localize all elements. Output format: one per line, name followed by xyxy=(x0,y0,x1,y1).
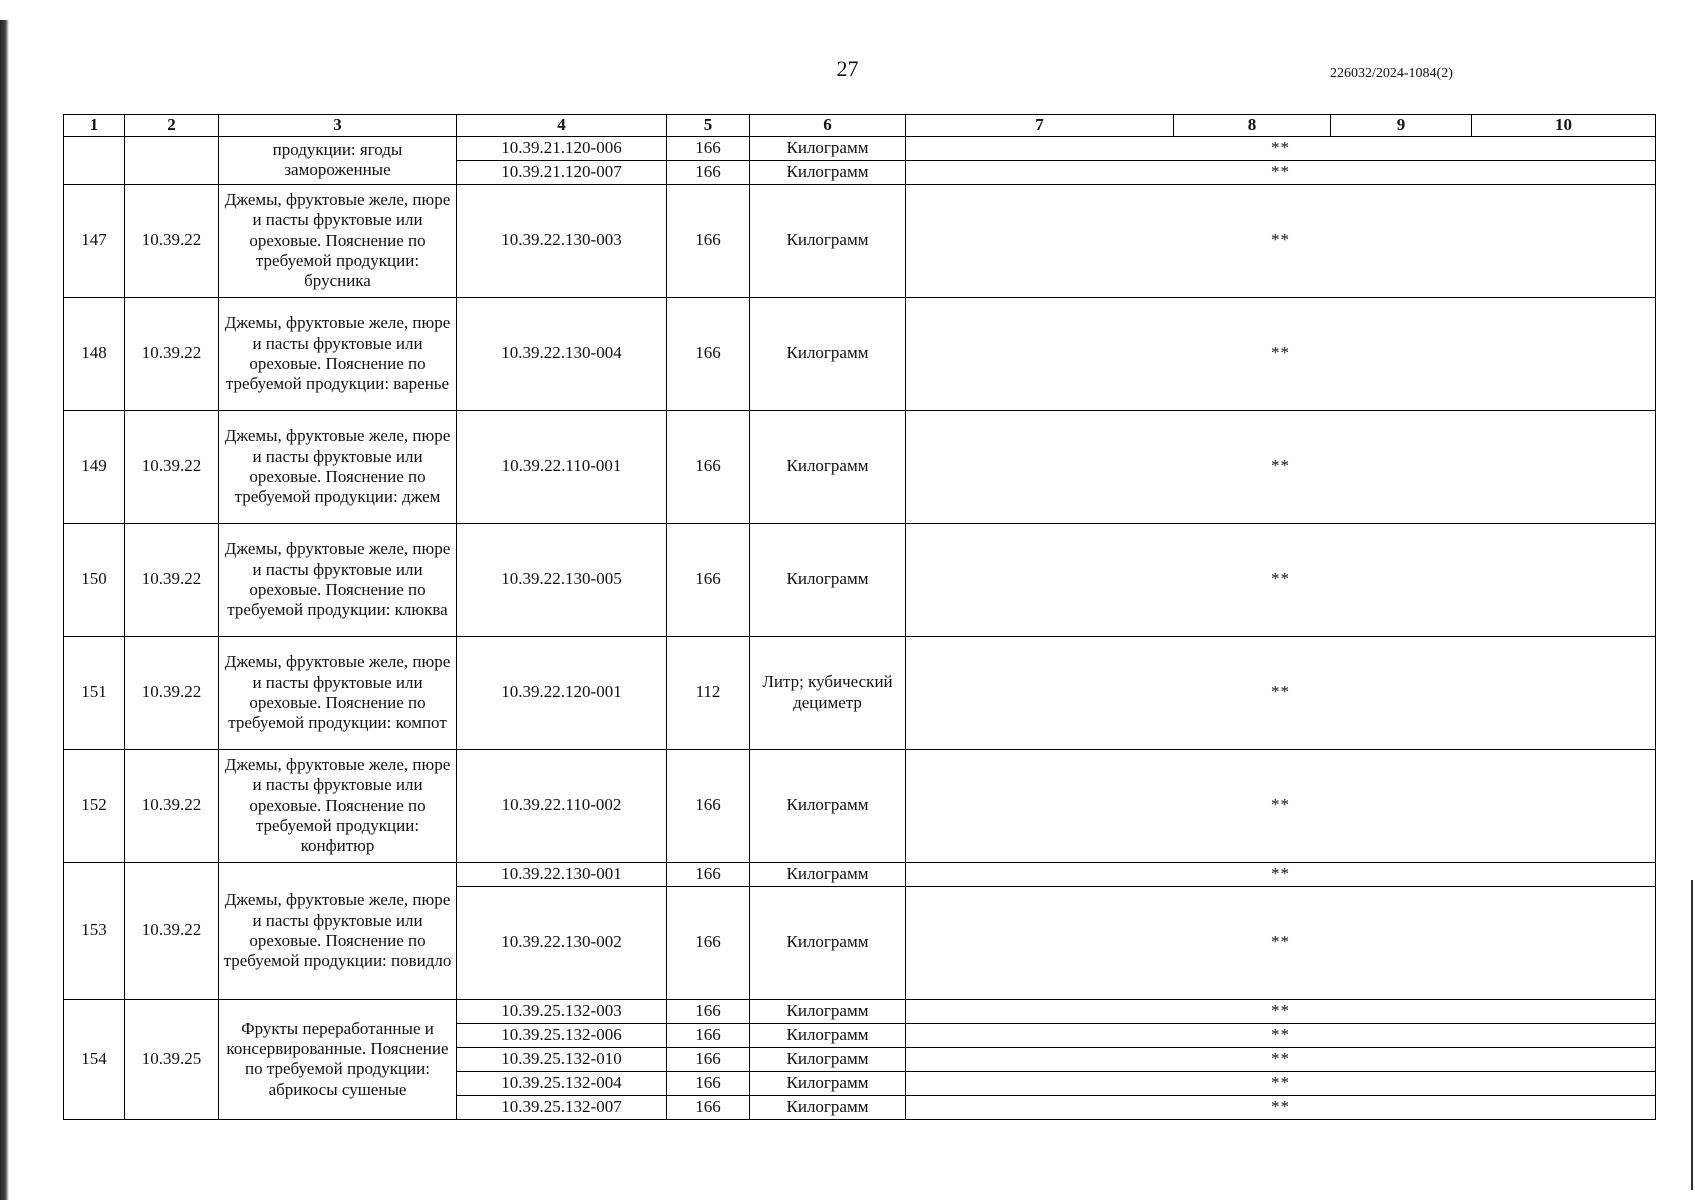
row-number-cell: 152 xyxy=(64,749,125,862)
okpd-code-cell: 10.39.22 xyxy=(125,184,219,297)
okei-code-cell: 166 xyxy=(667,1071,750,1095)
table-body xyxy=(64,136,1656,1119)
document-number: 226032/2024-1084(2) xyxy=(1330,66,1453,81)
row-number-cell: 151 xyxy=(64,636,125,749)
row-number-cell: 149 xyxy=(64,410,125,523)
unit-cell: Литр; кубический дециметр xyxy=(750,636,906,749)
ktru-code-cell: 10.39.25.132-003 xyxy=(457,999,667,1023)
ktru-code-cell: 10.39.22.120-001 xyxy=(457,636,667,749)
okei-code-cell: 166 xyxy=(667,297,750,410)
ktru-code-cell: 10.39.22.130-005 xyxy=(457,523,667,636)
okei-code-cell: 166 xyxy=(667,523,750,636)
ktru-code-cell: 10.39.21.120-006 xyxy=(457,136,667,160)
table-row xyxy=(64,297,1656,410)
ktru-code-cell: 10.39.22.130-003 xyxy=(457,184,667,297)
merged-mark-cell: ** xyxy=(906,862,1656,886)
product-name-cell: продукции: ягоды замороженные xyxy=(219,136,457,184)
row-number-cell: 147 xyxy=(64,184,125,297)
table-row xyxy=(64,184,1656,297)
merged-mark-cell: ** xyxy=(906,636,1656,749)
unit-cell: Килограмм xyxy=(750,886,906,999)
okpd-code-cell: 10.39.25 xyxy=(125,999,219,1119)
ktru-code-cell: 10.39.25.132-006 xyxy=(457,1023,667,1047)
table-row xyxy=(64,636,1656,749)
unit-cell: Килограмм xyxy=(750,1095,906,1119)
row-number-cell: 150 xyxy=(64,523,125,636)
table-row xyxy=(64,999,1656,1023)
okei-code-cell: 166 xyxy=(667,999,750,1023)
ktru-code-cell: 10.39.22.130-004 xyxy=(457,297,667,410)
ktru-code-cell: 10.39.25.132-010 xyxy=(457,1047,667,1071)
merged-mark-cell: ** xyxy=(906,184,1656,297)
okei-code-cell: 166 xyxy=(667,184,750,297)
merged-mark-cell: ** xyxy=(906,999,1656,1023)
okei-code-cell: 166 xyxy=(667,136,750,160)
okei-code-cell: 166 xyxy=(667,862,750,886)
merged-mark-cell: ** xyxy=(906,1047,1656,1071)
okpd-code-cell: 10.39.22 xyxy=(125,862,219,999)
product-name-cell: Джемы, фруктовые желе, пюре и пасты фруктовые или ореховые. Пояснение по требуемой продукции: повидло xyxy=(219,862,457,999)
column-header: 3 xyxy=(219,115,457,137)
product-name-cell: Джемы, фруктовые желе, пюре и пасты фруктовые или ореховые. Пояснение по требуемой продукции: варенье xyxy=(219,297,457,410)
okpd-code-cell: 10.39.22 xyxy=(125,749,219,862)
column-header: 6 xyxy=(750,115,906,137)
okei-code-cell: 166 xyxy=(667,886,750,999)
unit-cell: Килограмм xyxy=(750,184,906,297)
okpd-code-cell xyxy=(125,136,219,184)
merged-mark-cell: ** xyxy=(906,1071,1656,1095)
product-name-cell: Джемы, фруктовые желе, пюре и пасты фруктовые или ореховые. Пояснение по требуемой продукции: конфитюр xyxy=(219,749,457,862)
merged-mark-cell: ** xyxy=(906,160,1656,184)
column-header: 8 xyxy=(1174,115,1331,137)
product-name-cell: Джемы, фруктовые желе, пюре и пасты фруктовые или ореховые. Пояснение по требуемой продукции: клюква xyxy=(219,523,457,636)
table-row xyxy=(64,523,1656,636)
merged-mark-cell: ** xyxy=(906,523,1656,636)
ktru-code-cell: 10.39.22.110-002 xyxy=(457,749,667,862)
unit-cell: Килограмм xyxy=(750,999,906,1023)
product-name-cell: Джемы, фруктовые желе, пюре и пасты фруктовые или ореховые. Пояснение по требуемой продукции: компот xyxy=(219,636,457,749)
unit-cell: Килограмм xyxy=(750,523,906,636)
goods-table xyxy=(63,114,1656,1120)
page-number: 27 xyxy=(836,56,859,81)
scan-edge-line xyxy=(1691,880,1693,1190)
column-header: 7 xyxy=(906,115,1174,137)
table-header-row xyxy=(64,115,1656,137)
merged-mark-cell: ** xyxy=(906,136,1656,160)
unit-cell: Килограмм xyxy=(750,749,906,862)
column-header: 2 xyxy=(125,115,219,137)
okei-code-cell: 166 xyxy=(667,749,750,862)
product-name-cell: Фрукты переработанные и консервированные. Пояснение по требуемой продукции: абрикосы сушеные xyxy=(219,999,457,1119)
merged-mark-cell: ** xyxy=(906,297,1656,410)
merged-mark-cell: ** xyxy=(906,410,1656,523)
table-row xyxy=(64,410,1656,523)
okei-code-cell: 166 xyxy=(667,1023,750,1047)
unit-cell: Килограмм xyxy=(750,1047,906,1071)
product-name-cell: Джемы, фруктовые желе, пюре и пасты фруктовые или ореховые. Пояснение по требуемой продукции: брусника xyxy=(219,184,457,297)
row-number-cell: 154 xyxy=(64,999,125,1119)
okei-code-cell: 166 xyxy=(667,410,750,523)
okei-code-cell: 166 xyxy=(667,160,750,184)
ktru-code-cell: 10.39.22.110-001 xyxy=(457,410,667,523)
okei-code-cell: 112 xyxy=(667,636,750,749)
merged-mark-cell: ** xyxy=(906,1095,1656,1119)
unit-cell: Килограмм xyxy=(750,297,906,410)
column-header: 1 xyxy=(64,115,125,137)
ktru-code-cell: 10.39.25.132-004 xyxy=(457,1071,667,1095)
column-header: 10 xyxy=(1472,115,1656,137)
okpd-code-cell: 10.39.22 xyxy=(125,297,219,410)
ktru-code-cell: 10.39.25.132-007 xyxy=(457,1095,667,1119)
ktru-code-cell: 10.39.22.130-001 xyxy=(457,862,667,886)
unit-cell: Килограмм xyxy=(750,862,906,886)
unit-cell: Килограмм xyxy=(750,136,906,160)
scan-edge-shadow xyxy=(0,20,9,1200)
product-name-cell: Джемы, фруктовые желе, пюре и пасты фруктовые или ореховые. Пояснение по требуемой продукции: джем xyxy=(219,410,457,523)
okpd-code-cell: 10.39.22 xyxy=(125,410,219,523)
ktru-code-cell: 10.39.22.130-002 xyxy=(457,886,667,999)
okpd-code-cell: 10.39.22 xyxy=(125,523,219,636)
okei-code-cell: 166 xyxy=(667,1047,750,1071)
merged-mark-cell: ** xyxy=(906,1023,1656,1047)
merged-mark-cell: ** xyxy=(906,749,1656,862)
unit-cell: Килограмм xyxy=(750,410,906,523)
table-row xyxy=(64,862,1656,886)
unit-cell: Килограмм xyxy=(750,1071,906,1095)
table-row xyxy=(64,749,1656,862)
row-number-cell: 153 xyxy=(64,862,125,999)
row-number-cell xyxy=(64,136,125,184)
okei-code-cell: 166 xyxy=(667,1095,750,1119)
column-header: 9 xyxy=(1331,115,1472,137)
unit-cell: Килограмм xyxy=(750,1023,906,1047)
column-header: 4 xyxy=(457,115,667,137)
ktru-code-cell: 10.39.21.120-007 xyxy=(457,160,667,184)
unit-cell: Килограмм xyxy=(750,160,906,184)
column-header: 5 xyxy=(667,115,750,137)
merged-mark-cell: ** xyxy=(906,886,1656,999)
table-row xyxy=(64,136,1656,160)
row-number-cell: 148 xyxy=(64,297,125,410)
okpd-code-cell: 10.39.22 xyxy=(125,636,219,749)
